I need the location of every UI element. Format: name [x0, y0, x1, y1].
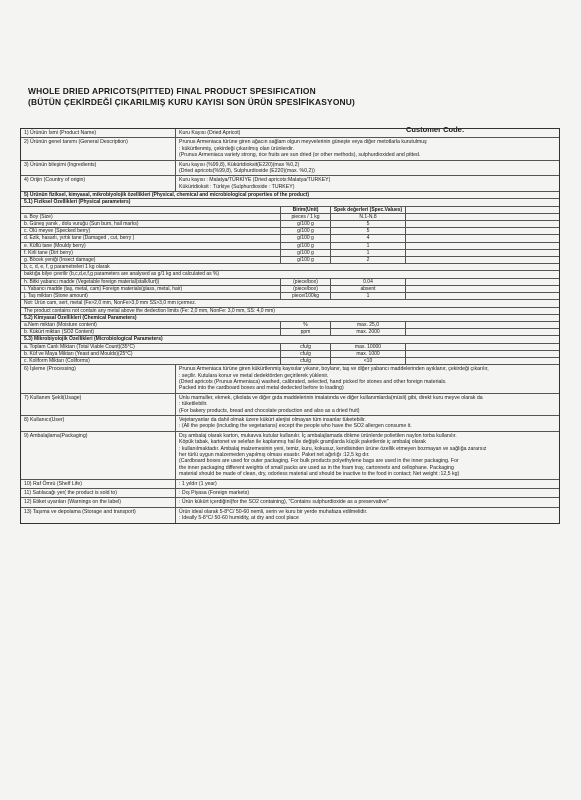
spec-row-value-line: : (All the people (including the vegetarians) except the people who have the SO2 allergen consume it. [179, 423, 412, 430]
physical-param-row-name: b. Güneş yanık , dolu vuruğu (Sun burn, hail marks) [21, 221, 281, 227]
physical-param-row-blank [406, 293, 559, 299]
physical-param-row-unit: g/100 g [281, 235, 331, 241]
spec-row [21, 508, 559, 523]
chemical-param-row-value: max. 25,0 [331, 322, 406, 328]
spec-row-value-line: Kuru Kayısı (Dried Apricot) [179, 130, 241, 136]
physical-param-row-name: g. Böcek yeniği (Insect damage) [21, 257, 281, 263]
physical-param-row-unit: g/100 g [281, 243, 331, 249]
spec-row-value-line: Dış ambalaj olarak karton, mukavva kutular kullanılır. İç ambalajlamada dökme ürünlerde polietilen naylon torba kullanılır. [179, 432, 457, 439]
spec-row [21, 138, 559, 160]
spec-row-value [176, 176, 559, 191]
physical-param-row-blank [406, 228, 559, 234]
micro-param-row-value: max. 1000 [331, 351, 406, 357]
physical-param-row [21, 286, 559, 293]
physical-param-row [21, 228, 559, 235]
micro-param-row [21, 344, 559, 351]
section-5-3-heading: 5.3) Mikrobiyolojik Özellikleri (Microbiological Parameters) [21, 336, 559, 343]
physical-param-row-unit: g/100 g [281, 228, 331, 234]
spec-row [21, 489, 559, 498]
spec-row-value-line: : Dış Piyasa (Foreign markets) [179, 490, 250, 497]
section-5-heading: 5) Ürünün fiziksel, kimyasal, mikrobiyolojik özellikleri (Physical, chemical and microbiological properties of the product) [21, 192, 559, 199]
physical-note: The product contains not contain any metal above the dedection limits (Fe: 2,0 mm, NonFe: 3,0 mm, SS: 4,0 mm) [21, 308, 559, 315]
physical-param-row-name: e. Küflü tane (Mouldy berry) [21, 243, 281, 249]
spec-row-value-line: Vejetaryanlar da dahil olmak üzere kükürt alerjisi olmayan tüm insanlar tüketebilir. [179, 416, 366, 423]
physical-param-row-name: d. Ezik, hasarlı, yırtık tane (Damaged , cut, berry ) [21, 235, 281, 241]
spec-row [21, 498, 559, 507]
physical-param-row [21, 243, 559, 250]
micro-param-row-blank [406, 358, 559, 364]
spec-row-value-line: (Prunus Armeniaca variety strong, rice fruits are sun dried (or other methods), sulphurdioxided and pitted. [179, 152, 421, 159]
spec-row-value-line: Prunus Armeniaca türüne giren kükürtlenmiş kayısılar yıkanır, boylanır, taş ve diğer yabancı maddelerinden ayıklanır, çekirdeği çıkarılır, [179, 366, 489, 373]
physical-param-row-unit: piece/100kg [281, 293, 331, 299]
spec-row-value-line: the inner packaging different weights of small packs are used as in the foam tray, cartonnets and cellophane. Packaging [179, 464, 454, 471]
physical-param-row-value: 1 [331, 250, 406, 256]
micro-param-row-value: max. 10000 [331, 344, 406, 350]
micro-param-row [21, 358, 559, 365]
spec-row-label: 8) Kullanıcı(User) [21, 416, 176, 431]
spec-row-value-line: : seçilir. Kutulara konur ve metal dedektörden geçirilerek yüklenir. [179, 372, 329, 379]
title-turkish: (BÜTÜN ÇEKİRDEĞİ ÇIKARILMIŞ KURU KAYISI SON ÜRÜN SPESİFİKASYONU) [28, 97, 356, 107]
spec-row-value [176, 489, 559, 497]
micro-param-row-blank [406, 344, 559, 350]
spec-row-value [176, 508, 559, 523]
physical-header-name [21, 207, 281, 213]
spec-row-value [176, 498, 559, 506]
spec-row-value [176, 416, 559, 431]
physical-param-row-name: f. Kirli tane (Dirt berry) [21, 250, 281, 256]
spec-row-label: 1) Ürünün İsmi (Product Name) [21, 129, 176, 137]
physical-param-row [21, 221, 559, 228]
micro-param-row-blank [406, 351, 559, 357]
physical-header [21, 207, 559, 214]
spec-row-value-line: material should be made of clean, dry, odorless material and should be inactive to the food in contact; Net weight :12,5 kg) [179, 471, 460, 478]
spec-row-value-line: Prunus Armeniaca türüne giren ağacın sağlam olgun meyvelerinin güneşte veya diğer metotlarla kurutulmuş [179, 139, 427, 146]
micro-param-row-name: b. Küf ve Maya Miktarı (Yeast and Moulds)(25°C) [21, 351, 281, 357]
spec-row [21, 176, 559, 192]
spec-row [21, 432, 559, 480]
spec-row-value-line: Kükürtdioksit : Türkiye (Sulphurdioxide : TURKEY) [179, 183, 295, 190]
customer-code-label: Customer Code: [406, 125, 465, 134]
physical-param-row-blank [406, 221, 559, 227]
physical-param-row-blank [406, 250, 559, 256]
spec-row-value-line: (Cardboard boxes are used for outer packaging. For bulk products polyethylene bags are used in the inner packaging. For [179, 458, 459, 465]
chemical-param-row-name: b. Kükürt miktarı (SO2 Content) [21, 329, 281, 335]
physical-param-row-value: 2 [331, 257, 406, 263]
micro-param-row-name: a. Toplam Canlı Miktarı (Total Viable Count)(35°C) [21, 344, 281, 350]
spec-row [21, 161, 559, 177]
physical-param-row-unit: pieces / 1 kg [281, 214, 331, 220]
specification-table [20, 128, 560, 524]
physical-note: Not: Ürün cam, sert, metal (Fe>2,0 mm, NonFe>3,0 mm SS>3,0 mm içermez. [21, 300, 559, 307]
spec-row-value-line: Kuru kayısı : Malatya/TÜRKİYE (Dried apricots:Malatya/TURKEY) [179, 177, 331, 184]
spec-row-value [176, 138, 559, 159]
spec-row-value-line: Kuru kayısı (%99,8), Kükürtdioksit(E220)(max %0,2) [179, 161, 300, 168]
spec-row-value-line: Unlu mamuller, ekmek, çikolata ve diğer gıda maddelerinin imalatında ve diğer kullanımlarda(müsli) gibi, direkt kuru meyve olarak da [179, 394, 483, 401]
spec-row [21, 394, 559, 416]
physical-param-row-unit: g/100 g [281, 250, 331, 256]
spec-row-value-line: Ürün ideal olarak 5-8°C/ 50-60 nemli, serin ve kuru bir yerde muhafaza edilmelidir. [179, 508, 368, 515]
physical-param-row [21, 235, 559, 242]
physical-param-row-unit: (piece/box) [281, 286, 331, 292]
physical-param-row-value: 1 [331, 293, 406, 299]
chemical-param-row-blank [406, 322, 559, 328]
physical-param-row [21, 214, 559, 221]
spec-row-value-line: : tüketilebilir. [179, 401, 208, 408]
physical-param-row-blank [406, 257, 559, 263]
physical-param-row-value: N.1-N.8 [331, 214, 406, 220]
physical-param-row-unit: g/100 g [281, 221, 331, 227]
physical-param-row-name: h. Bitki yabancı madde (Vegetable foreign material(stalk/lurt)) [21, 279, 281, 285]
physical-param-row-name: i. Yabancı madde (taş, metal, cam) Foreign materials(glass, metal, hair) [21, 286, 281, 292]
spec-row-value-line: (Dried apricots (Prunus Armeniaca) washed, calibrated, selected, hand picked for stones and other foreign materials. [179, 378, 447, 385]
spec-row-value-line: : Ürün kükürt içerdiğini(for the SO2 containing), "Contains sulphurdioxide as a preservative" [179, 499, 389, 506]
micro-param-row-value: <10 [331, 358, 406, 364]
physical-param-row-blank [406, 214, 559, 220]
title-english: WHOLE DRIED APRICOTS(PITTED) FINAL PRODUCT SPESIFICATION [28, 86, 316, 96]
physical-param-row-blank [406, 286, 559, 292]
spec-row-value-line: Packed into the cardboard boxes and metal dedected before to loading) [179, 385, 344, 392]
section-5-2-heading: 5.2) Kimyasal Özellikleri (Chemical Parameters) [21, 315, 559, 322]
spec-row-value [176, 161, 559, 176]
physical-param-row-value: absent [331, 286, 406, 292]
section-5-1-heading: 5.1) Fiziksel Özellikleri (Physical parameters) [21, 199, 559, 206]
spec-row-value-line: her türlü uygun malzemeden yapılmış olması esastır. Paket net ağırlığı :12,5 kg dır. [179, 452, 370, 458]
physical-param-row [21, 279, 559, 286]
chemical-param-row-name: a.Nem miktarı (Moisture content) [21, 322, 281, 328]
physical-param-row-value: 5 [331, 221, 406, 227]
spec-row-label: 2) Ürünün genel tanımı (General Description) [21, 138, 176, 159]
spec-row-value-line: : kükürtlenmiş, çekirdeği çıkarılmış olan ürünlerdir. [179, 145, 295, 152]
spec-row-value [176, 394, 559, 415]
spec-row-label: 12) Etiket uyarıları (Warnings on the label) [21, 498, 176, 506]
document-title [28, 86, 355, 108]
micro-param-row-unit: cfu/g [281, 344, 331, 350]
chemical-param-row-unit: ppm [281, 329, 331, 335]
physical-param-row-unit: g/100 g [281, 257, 331, 263]
spec-row-value-line: : Ideally 5-8°C/ 50-60 humidity, at dry and cool place [179, 515, 299, 522]
spec-row-value [176, 480, 559, 488]
chemical-param-row [21, 322, 559, 329]
spec-row-label: 6) İşleme (Processing) [21, 365, 176, 393]
physical-param-row-name: c. Olü meyve (Specked berry) [21, 228, 281, 234]
spec-row-label: 11) Satılacağı yer( the product is sold to) [21, 489, 176, 497]
physical-param-row-value: 0.04 [331, 279, 406, 285]
chemical-param-row-blank [406, 329, 559, 335]
physical-param-row-value: 4 [331, 235, 406, 241]
micro-param-row [21, 351, 559, 358]
physical-param-row-value: 5 [331, 228, 406, 234]
chemical-param-row-unit: % [281, 322, 331, 328]
physical-param-row-blank [406, 243, 559, 249]
spec-row-label: 3) Ürünün bileşimi (Ingredients) [21, 161, 176, 176]
physical-param-row-value: 1 [331, 243, 406, 249]
spec-row [21, 480, 559, 489]
micro-param-row-unit: cfu/g [281, 351, 331, 357]
physical-param-row-name: j. Taş miktarı (Stone amount) [21, 293, 281, 299]
spec-row-value [176, 432, 559, 479]
physical-param-row-blank [406, 279, 559, 285]
spec-row-value-line: : kullanılmaktadır. Ambalaj malzemesinin yeni, temiz, kuru, kokusuz, kendisinden ürüne özellik etmeyen bozmayan ve sağlığa zararsız [179, 445, 487, 452]
physical-param-row-blank [406, 235, 559, 241]
physical-header-unit: Birim(Unit) [281, 207, 331, 213]
spec-row-label: 10) Raf Ömrü (Shelf Life) [21, 480, 176, 488]
micro-param-row-unit: cfu/g [281, 358, 331, 364]
physical-param-row-name: a. Boy (Size) [21, 214, 281, 220]
spec-row-label: 9) Ambalajlama(Packaging) [21, 432, 176, 479]
spec-row-value-line: (For bakery products, bread and chocolate production and also as a dried fruit) [179, 407, 360, 414]
physical-note: baktığa bilye çevrilir (b,c,d,e,f,g parameters are analysed as g/1 kg and calculated as %) [21, 271, 559, 278]
spec-row [21, 129, 559, 138]
spec-row-value-line: : 1 yıldır (1 year) [179, 480, 217, 487]
spec-row-label: 4) Orijin (Country of origin) [21, 176, 176, 191]
spec-row-value [176, 129, 559, 137]
spec-row-label: 13) Taşıma ve depolama (Storage and transport) [21, 508, 176, 523]
spec-row [21, 416, 559, 432]
physical-header-value: Spek değerleri (Spec.Values) [331, 207, 406, 213]
spec-row-label: 7) Kullanım Şekli(Usage) [21, 394, 176, 415]
physical-param-row [21, 257, 559, 264]
spec-row-value-line: Köpük tabak, kartonet ve selefan ile kaplanmış hal ile değişik gramjlarda küçük paketlerde iç ambalaj olarak [179, 439, 426, 446]
physical-param-row [21, 250, 559, 257]
physical-note: b, c, d, e, f, g parametreleri 1 kg olarak [21, 264, 559, 271]
micro-param-row-name: c. Koliform Miktarı (Coliforms) [21, 358, 281, 364]
physical-header-blank [406, 207, 559, 213]
spec-row [21, 365, 559, 394]
chemical-param-row-value: max. 2000 [331, 329, 406, 335]
spec-row-value [176, 365, 559, 393]
spec-row-value-line: (Dried apricots(%99,8), Sulphurdioxide (E220)(max. %0,2)) [179, 168, 315, 175]
physical-param-row-unit: (piece/box) [281, 279, 331, 285]
